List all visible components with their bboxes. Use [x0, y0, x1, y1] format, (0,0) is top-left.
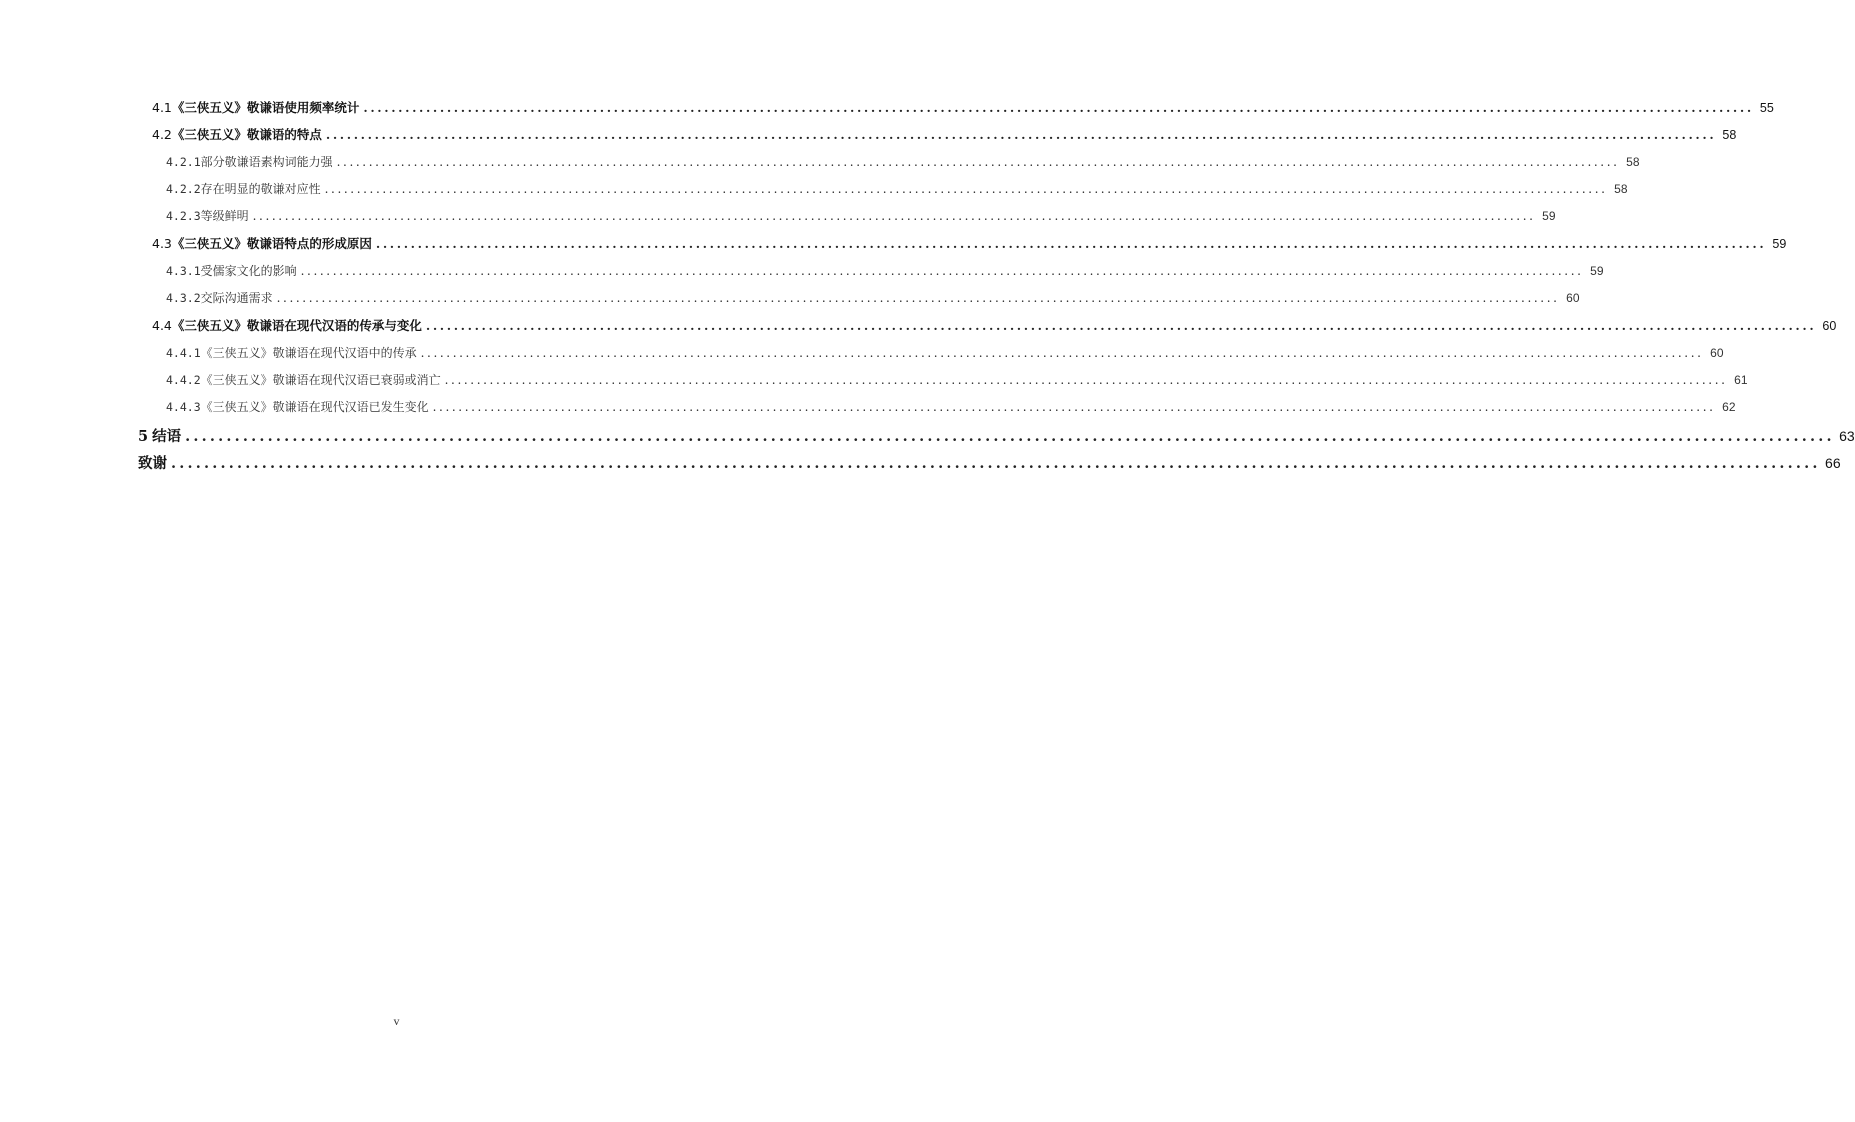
toc-entry[interactable]: [0, 310, 1837, 337]
table-of-contents: [0, 92, 1855, 474]
toc-entry-page: 62: [1722, 400, 1736, 415]
toc-entry-title: 部分敬谦语素构词能力强: [200, 154, 333, 169]
dot-leader: ........................................................................................................................................................................................................: [336, 154, 1620, 169]
toc-entry[interactable]: [0, 365, 1748, 392]
toc-entry-page: 61: [1734, 372, 1748, 387]
dot-leader: ........................................................................................................................................................................................................: [300, 263, 1584, 278]
toc-entry[interactable]: [0, 256, 1604, 283]
toc-entry[interactable]: [0, 420, 1855, 447]
toc-entry-page: 60: [1710, 345, 1724, 360]
toc-entry-number: 4.2.3: [166, 209, 201, 224]
dot-leader: ........................................................................................................................................................................................................: [420, 345, 1704, 360]
toc-entry-title: 《三侠五义》敬谦语特点的形成原因: [171, 236, 372, 252]
toc-entry[interactable]: [0, 119, 1737, 146]
toc-entry-number: 4.4.2: [166, 372, 201, 387]
toc-entry-page: 55: [1759, 101, 1774, 115]
toc-entry-title: 《三侠五义》敬谦语在现代汉语已发生变化: [200, 400, 429, 415]
toc-entry-title: 存在明显的敬谦对应性: [200, 181, 321, 196]
toc-entry-title: 受儒家文化的影响: [200, 263, 297, 278]
toc-entry-number: 4.4.1: [166, 345, 201, 360]
toc-entry-number: 4.2.1: [166, 154, 201, 169]
page-number: v: [393, 1014, 400, 1028]
dot-leader: ........................................................................................................................................................................................................: [363, 100, 1754, 115]
toc-entry[interactable]: [0, 228, 1787, 255]
toc-entry[interactable]: [0, 447, 1841, 474]
toc-entry-title: 《三侠五义》敬谦语在现代汉语中的传承: [200, 345, 417, 360]
toc-entry[interactable]: [0, 174, 1628, 201]
dot-leader: ........................................................................................................................................................................................................: [432, 400, 1716, 415]
dot-leader: ........................................................................................................................................................................................................: [425, 318, 1817, 334]
dot-leader: ........................................................................................................................................................................................................: [324, 181, 1608, 196]
toc-entry-number: 4.2: [152, 127, 172, 143]
toc-entry-title: 结语: [152, 427, 182, 445]
toc-entry-number: 4.2.2: [166, 181, 201, 196]
dot-leader: ........................................................................................................................................................................................................: [375, 236, 1767, 252]
toc-entry-number: 5: [138, 427, 149, 445]
dot-leader: ........................................................................................................................................................................................................: [276, 291, 1560, 306]
toc-entry-number: 4.3: [152, 236, 172, 252]
toc-entry-title: 等级鲜明: [200, 209, 249, 224]
toc-entry-page: 60: [1566, 291, 1580, 306]
dot-leader: ........................................................................................................................................................................................................: [185, 427, 1835, 445]
toc-entry-number: 4.1: [152, 100, 172, 115]
toc-entry-title: 《三侠五义》敬谦语在现代汉语的传承与变化: [171, 318, 422, 334]
toc-entry-title: 交际沟通需求: [200, 291, 273, 306]
toc-entry[interactable]: [0, 92, 1774, 119]
toc-entry-page: 66: [1825, 454, 1841, 471]
toc-entry-title: 《三侠五义》敬谦语在现代汉语已衰弱或消亡: [200, 372, 441, 387]
toc-entry-page: 59: [1542, 209, 1556, 224]
toc-entry-page: 58: [1722, 128, 1737, 143]
dot-leader: ........................................................................................................................................................................................................: [171, 454, 1821, 472]
toc-entry-number: 4.3.2: [166, 291, 201, 306]
toc-entry-title: 《三侠五义》敬谦语的特点: [171, 127, 322, 143]
toc-entry[interactable]: [0, 283, 1580, 310]
toc-entry-number: 4.3.1: [166, 263, 201, 278]
dot-leader: ........................................................................................................................................................................................................: [325, 127, 1717, 143]
toc-entry[interactable]: [0, 392, 1736, 419]
toc-entry-number: 4.4.3: [166, 400, 201, 415]
toc-entry-title: 致谢: [138, 454, 167, 472]
toc-entry-page: 60: [1822, 319, 1837, 334]
toc-entry-page: 63: [1839, 427, 1855, 444]
dot-leader: ........................................................................................................................................................................................................: [444, 372, 1728, 387]
toc-entry[interactable]: [0, 201, 1556, 228]
toc-entry[interactable]: [0, 338, 1724, 365]
toc-entry[interactable]: [0, 147, 1640, 174]
toc-entry-page: 58: [1626, 154, 1640, 169]
toc-entry-page: 58: [1614, 181, 1628, 196]
dot-leader: ........................................................................................................................................................................................................: [252, 209, 1536, 224]
toc-entry-page: 59: [1772, 237, 1787, 252]
toc-entry-title: 《三侠五义》敬谦语使用频率统计: [171, 100, 360, 115]
toc-entry-page: 59: [1590, 263, 1604, 278]
toc-entry-number: 4.4: [152, 318, 172, 334]
